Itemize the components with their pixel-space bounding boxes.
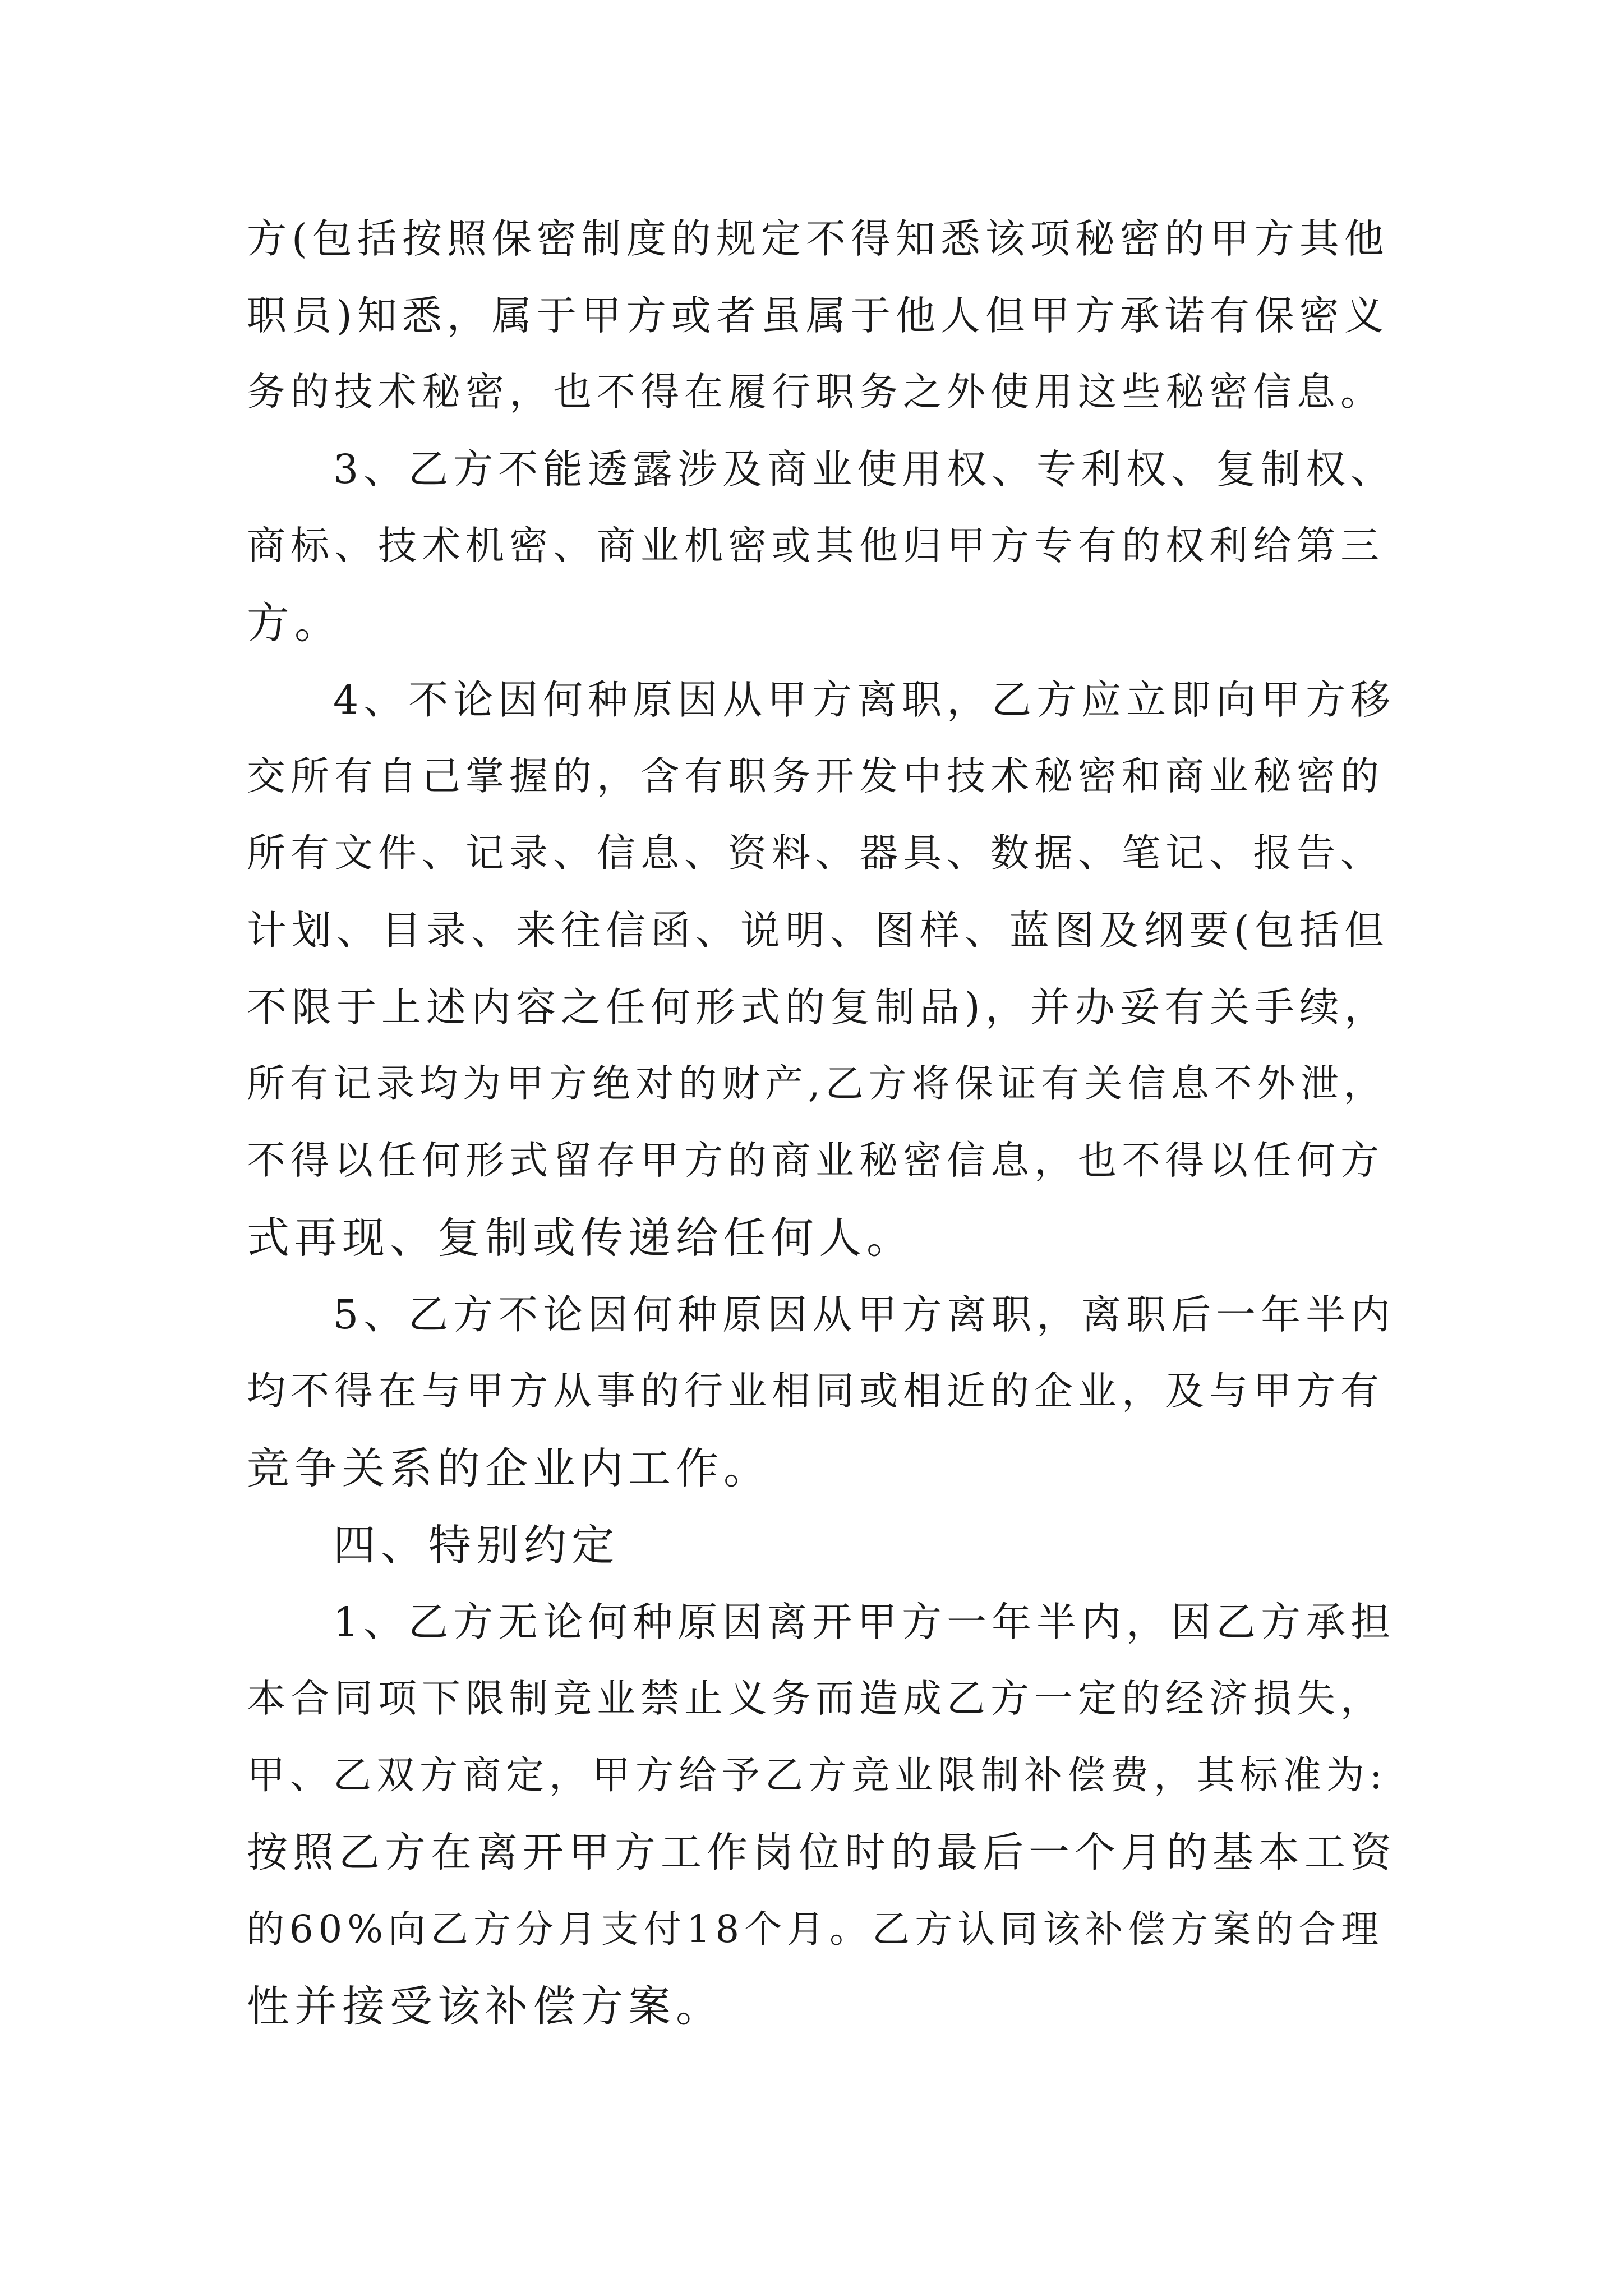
text-line: 交所有自己掌握的，含有职务开发中技术秘密和商业秘密的 <box>247 754 1384 799</box>
text-line: 务的技术秘密，也不得在履行职务之外使用这些秘密信息。 <box>247 370 1384 415</box>
text-line: 按照乙方在离开甲方工作岗位时的最后一个月的基本工资 <box>247 1829 1396 1876</box>
text-line: 均不得在与甲方从事的行业相同或相近的企业，及与甲方有 <box>247 1369 1384 1414</box>
text-line: 不得以任何形式留存甲方的商业秘密信息，也不得以任何方 <box>247 1138 1384 1183</box>
text-line: 商标、技术机密、商业机密或其他归甲方专有的权利给第三 <box>247 523 1384 568</box>
text-line: 竞争关系的企业内工作。 <box>247 1443 771 1493</box>
text-line: 所有文件、记录、信息、资料、器具、数据、笔记、报告、 <box>247 831 1384 876</box>
text-line: 性并接受该补偿方案。 <box>247 1981 723 2031</box>
text-line: 3、乙方不能透露涉及商业使用权、专利权、复制权、 <box>333 446 1396 493</box>
text-line: 不限于上述内容之任何形式的复制品)，并办妥有关手续， <box>247 984 1389 1030</box>
text-line: 5、乙方不论因何种原因从甲方离职，离职后一年半内 <box>333 1291 1396 1338</box>
text-line: 4、不论因何种原因从甲方离职，乙方应立即向甲方移 <box>333 677 1396 723</box>
text-line: 方(包括按照保密制度的规定不得知悉该项秘密的甲方其他 <box>247 215 1389 262</box>
text-line: 甲、乙双方商定，甲方给予乙方竞业限制补偿费，其标准为: <box>247 1754 1387 1798</box>
text-line: 本合同项下限制竞业禁止义务而造成乙方一定的经济损失， <box>247 1676 1384 1721</box>
text-line: 1、乙方无论何种原因离开甲方一年半内，因乙方承担 <box>333 1599 1396 1645</box>
text-line: 方。 <box>247 598 342 648</box>
text-line: 计划、目录、来往信函、说明、图样、蓝图及纲要(包括但 <box>247 907 1389 954</box>
text-line: 四、特别约定 <box>333 1520 619 1570</box>
text-line: 式再现、复制或传递给任何人。 <box>247 1213 914 1263</box>
text-line: 职员)知悉，属于甲方或者虽属于他人但甲方承诺有保密义 <box>247 292 1389 339</box>
text-line: 所有记录均为甲方绝对的财产,乙方将保证有关信息不外泄， <box>247 1062 1387 1106</box>
document-body <box>247 200 1396 2045</box>
text-line: 的60%向乙方分月支付18个月。乙方认同该补偿方案的合理 <box>247 1907 1384 1951</box>
